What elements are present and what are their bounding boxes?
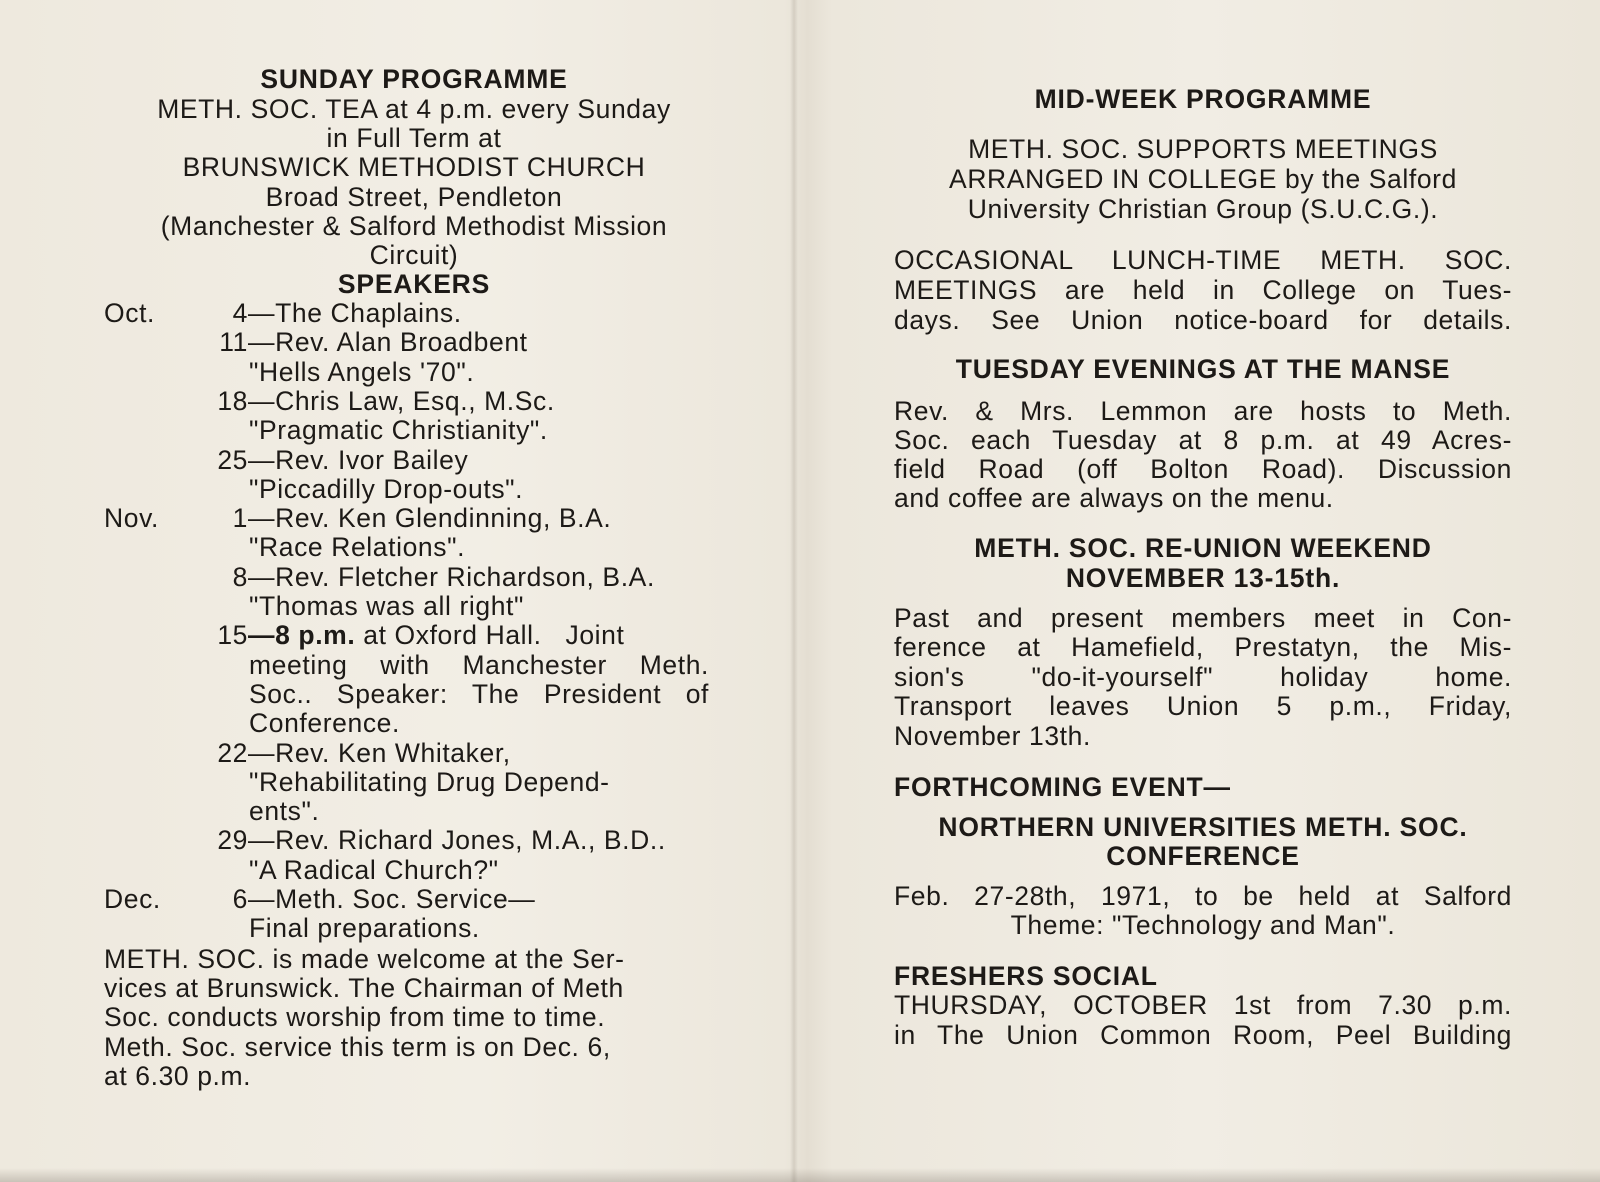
freshers-line: in The Union Common Room, Peel Building bbox=[894, 1020, 1512, 1050]
speaker-name: —Rev. Ivor Bailey bbox=[248, 444, 469, 475]
speaker-detail: "A Radical Church?" bbox=[249, 854, 499, 885]
closing-line: Meth. Soc. service this term is on Dec. 6, bbox=[104, 1032, 611, 1062]
reunion-line: Past and present members meet in Con- bbox=[894, 603, 1512, 633]
card-edge-shadow bbox=[0, 1168, 1600, 1182]
speaker-detail: ents". bbox=[249, 796, 320, 827]
speaker-day: 25 bbox=[217, 444, 248, 475]
speaker-detail: Final preparations. bbox=[249, 913, 480, 944]
northern-line: Feb. 27-28th, 1971, to be held at Salford bbox=[894, 881, 1512, 911]
speaker-day: 1 bbox=[232, 503, 248, 534]
speaker-name: —Rev. Alan Broadbent bbox=[248, 327, 528, 358]
lunchtime-line: MEETINGS are held in College on Tues- bbox=[894, 275, 1512, 305]
speaker-detail: "Hells Angels '70". bbox=[249, 356, 475, 387]
forthcoming-heading: FORTHCOMING EVENT— bbox=[894, 772, 1231, 802]
lunchtime-line: OCCASIONAL LUNCH-TIME METH. SOC. bbox=[894, 245, 1512, 275]
reunion-line: ference at Hamefield, Prestatyn, the Mis- bbox=[894, 632, 1512, 662]
speaker-venue: at Oxford Hall. Joint bbox=[355, 620, 625, 651]
closing-line: at 6.30 p.m. bbox=[104, 1061, 252, 1091]
freshers-heading: FRESHERS SOCIAL bbox=[894, 961, 1158, 991]
speaker-detail: "Pragmatic Christianity". bbox=[249, 415, 548, 446]
speaker-day: 18 bbox=[217, 385, 248, 416]
speaker-day: 22 bbox=[217, 737, 248, 768]
speaker-name: —Rev. Fletcher Richardson, B.A. bbox=[248, 561, 655, 592]
speaker-time: —8 p.m. bbox=[248, 620, 356, 651]
closing-line: vices at Brunswick. The Chairman of Meth bbox=[104, 973, 624, 1003]
speaker-day: 8 bbox=[232, 561, 248, 592]
tuesday-line: and coffee are always on the menu. bbox=[894, 483, 1334, 513]
speaker-day: 29 bbox=[217, 825, 248, 856]
reunion-line: November 13th. bbox=[894, 721, 1091, 751]
mid-week-title: MID-WEEK PROGRAMME bbox=[1034, 84, 1372, 114]
freshers-line: THURSDAY, OCTOBER 1st from 7.30 p.m. bbox=[894, 990, 1512, 1020]
speaker-name: —Rev. Ken Glendinning, B.A. bbox=[248, 503, 612, 534]
speaker-detail: meeting with Manchester Meth. bbox=[249, 649, 709, 680]
reunion-heading: NOVEMBER 13-15th. bbox=[1065, 563, 1341, 593]
northern-heading: NORTHERN UNIVERSITIES METH. SOC. bbox=[938, 812, 1468, 842]
speaker-name: —Rev. Richard Jones, M.A., B.D.. bbox=[248, 825, 666, 856]
speaker-month: Dec. bbox=[104, 884, 161, 914]
tuesday-line: field Road (off Bolton Road). Discussion bbox=[894, 454, 1512, 484]
intro-line: in Full Term at bbox=[326, 123, 502, 153]
supports-line: ARRANGED IN COLLEGE by the Salford bbox=[949, 164, 1457, 194]
intro-line: BRUNSWICK METHODIST CHURCH bbox=[182, 152, 646, 182]
closing-line: Soc. conducts worship from time to time. bbox=[104, 1002, 606, 1032]
speaker-day: 6 bbox=[232, 884, 248, 914]
intro-line: METH. SOC. TEA at 4 p.m. every Sunday bbox=[157, 94, 671, 124]
speaker-day: 15 bbox=[217, 620, 248, 651]
intro-line: Broad Street, Pendleton bbox=[265, 182, 563, 212]
speaker-month: Oct. bbox=[104, 298, 155, 328]
speaker-detail: Soc.. Speaker: The President of bbox=[249, 678, 709, 709]
reunion-heading: METH. SOC. RE-UNION WEEKEND bbox=[974, 533, 1432, 563]
reunion-line: sion's "do-it-yourself" holiday home. bbox=[894, 662, 1512, 692]
speaker-detail: "Rehabilitating Drug Depend- bbox=[249, 766, 610, 797]
speaker-detail: Conference. bbox=[249, 708, 400, 739]
tuesday-line: Soc. each Tuesday at 8 p.m. at 49 Acres- bbox=[894, 425, 1512, 455]
speaker-detail: "Piccadilly Drop-outs". bbox=[249, 473, 524, 504]
speaker-month: Nov. bbox=[104, 503, 159, 534]
speaker-name: —Rev. Ken Whitaker, bbox=[248, 737, 511, 768]
speaker-name: —Meth. Soc. Service— bbox=[248, 884, 536, 914]
intro-line: Circuit) bbox=[369, 240, 459, 270]
speaker-name: —The Chaplains. bbox=[248, 298, 462, 328]
sunday-programme-title: SUNDAY PROGRAMME bbox=[260, 64, 568, 94]
supports-line: University Christian Group (S.U.C.G.). bbox=[967, 194, 1439, 224]
closing-line: METH. SOC. is made welcome at the Ser- bbox=[104, 944, 625, 974]
speaker-name: —Chris Law, Esq., M.Sc. bbox=[248, 385, 555, 416]
tuesday-line: Rev. & Mrs. Lemmon are hosts to Meth. bbox=[894, 396, 1512, 426]
intro-line: (Manchester & Salford Methodist Mission bbox=[160, 211, 668, 241]
speaker-detail: "Race Relations". bbox=[249, 532, 466, 563]
speaker-day: 4 bbox=[232, 298, 248, 328]
speaker-day: 11 bbox=[219, 327, 248, 358]
reunion-line: Transport leaves Union 5 p.m., Friday, bbox=[894, 691, 1512, 721]
supports-line: METH. SOC. SUPPORTS MEETINGS bbox=[968, 134, 1438, 164]
card-fold bbox=[790, 0, 798, 1182]
speaker-detail: "Thomas was all right" bbox=[249, 591, 525, 621]
speakers-heading: SPEAKERS bbox=[337, 269, 491, 299]
northern-heading: CONFERENCE bbox=[1106, 841, 1300, 871]
speaker-name bbox=[248, 620, 710, 650]
tuesday-heading: TUESDAY EVENINGS AT THE MANSE bbox=[955, 354, 1451, 384]
lunchtime-line: days. See Union notice-board for details. bbox=[894, 305, 1512, 335]
northern-line: Theme: "Technology and Man". bbox=[1010, 910, 1396, 940]
